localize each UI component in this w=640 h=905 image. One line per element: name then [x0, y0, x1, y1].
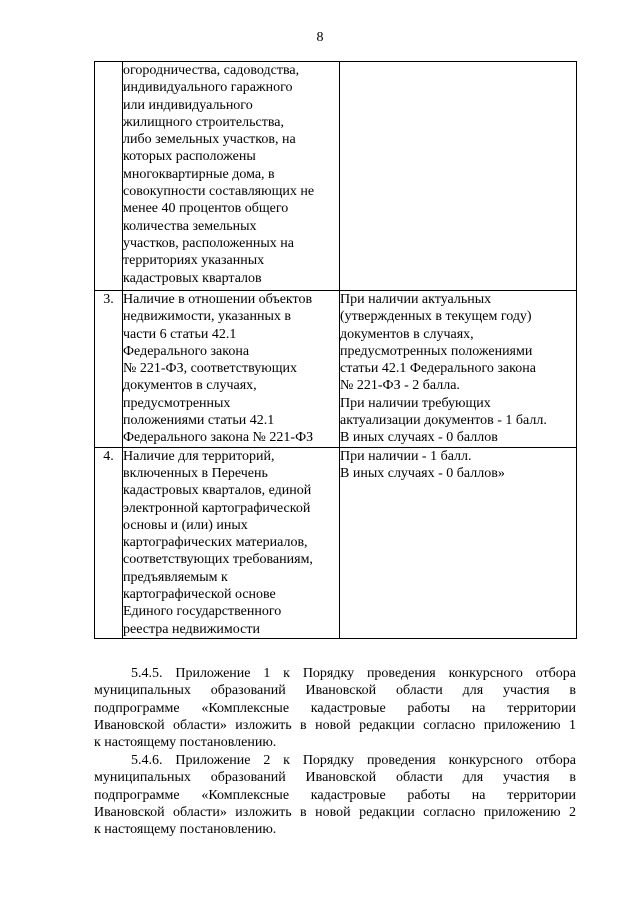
score-line: статьи 42.1 Федерального закона [340, 361, 536, 377]
criterion-line: кадастровых кварталов, единой [123, 483, 312, 499]
criterion-line: количества земельных [123, 218, 257, 234]
score-line: актуализации документов - 1 балл. [340, 413, 547, 429]
paragraph-line: муниципальных образований Ивановской области для участия в [94, 683, 576, 699]
paragraph-line: 5.4.6. Приложение 2 к Порядку проведения конкурсного отбора [131, 753, 576, 768]
criteria-table [94, 61, 577, 639]
criterion-line: картографической основе [123, 587, 276, 603]
score-line: При наличии актуальных [340, 292, 492, 307]
score-line: предусмотренных положениями [340, 343, 533, 359]
paragraph-line: к настоящему постановлению. [94, 735, 277, 751]
score-line: (утвержденных в текущем году) [340, 309, 532, 325]
score-line: документов в случаях, [340, 326, 474, 342]
score-cell [340, 62, 577, 291]
criterion-line: менее 40 процентов общего [123, 201, 289, 217]
criterion-line: территориях указанных [123, 253, 265, 269]
score-line: В иных случаях - 0 баллов» [340, 465, 505, 481]
criterion-line: Федерального закона № 221-ФЗ [123, 430, 314, 446]
paragraph-line: 5.4.5. Приложение 1 к Порядку проведения конкурсного отбора [131, 666, 576, 681]
score-line: При наличии требующих [340, 395, 491, 411]
row-number: 4. [95, 447, 123, 638]
criterion-line: недвижимости, указанных в [123, 309, 291, 325]
criteria-table-body [95, 62, 577, 639]
criterion-line: № 221-ФЗ, соответствующих [123, 361, 297, 377]
table-row [95, 62, 577, 291]
criterion-line: части 6 статьи 42.1 [123, 326, 237, 342]
criterion-line: соответствующих требованиям, [123, 552, 313, 568]
criterion-line: кадастровых кварталов [123, 270, 262, 286]
score-line: № 221-ФЗ - 2 балла. [340, 378, 460, 394]
criterion-cell [123, 447, 340, 638]
table-row [95, 447, 577, 638]
criterion-line: которых расположены [123, 149, 256, 165]
criterion-line: индивидуального гаражного [123, 80, 293, 96]
row-number: 3. [95, 291, 123, 448]
score-line: В иных случаях - 0 баллов [340, 430, 498, 446]
criterion-line: участков, расположенных на [123, 235, 294, 251]
score-cell [340, 291, 577, 448]
criterion-line: предъявляемым к [123, 569, 228, 585]
criterion-line: либо земельных участков, на [123, 132, 296, 148]
criterion-line: Наличие для территорий, [123, 448, 275, 464]
paragraph-line: Ивановской области» изложить в новой редакции согласно приложению 1 [94, 717, 576, 733]
criterion-line: Федерального закона [123, 343, 250, 359]
score-line: При наличии - 1 балл. [340, 448, 472, 464]
criterion-line: положениями статьи 42.1 [123, 413, 275, 429]
criterion-line: Единого государственного [123, 604, 282, 620]
criterion-line: включенных в Перечень [123, 465, 268, 481]
page-number: 8 [316, 30, 324, 45]
paragraph-5-4-6 [94, 752, 576, 838]
criterion-line: электронной картографической [123, 500, 311, 516]
criterion-line: предусмотренных [123, 395, 231, 411]
criterion-line: многоквартирные дома, в [123, 166, 275, 182]
criterion-line: Наличие в отношении объектов [123, 292, 313, 307]
paragraph-line: к настоящему постановлению. [94, 822, 277, 838]
criterion-line: жилищного строительства, [123, 114, 284, 130]
paragraph-5-4-5 [94, 665, 576, 751]
criterion-cell [123, 291, 340, 448]
paragraph-line: подпрограмме «Комплексные кадастровые работы на территории [94, 700, 576, 716]
score-cell [340, 447, 577, 638]
paragraph-line: муниципальных образований Ивановской области для участия в [94, 770, 576, 786]
criterion-line: или индивидуального [123, 97, 253, 113]
row-number [95, 62, 123, 291]
criterion-line: картографических материалов, [123, 535, 308, 551]
criterion-cell [123, 62, 340, 291]
table-row [95, 291, 577, 448]
criterion-line: совокупности составляющих не [123, 184, 315, 200]
paragraph-line: подпрограмме «Комплексные кадастровые работы на территории [94, 787, 576, 803]
criterion-line: реестра недвижимости [123, 621, 260, 637]
paragraph-line: Ивановской области» изложить в новой редакции согласно приложению 2 [94, 804, 576, 820]
criterion-line: документов в случаях, [123, 378, 257, 394]
criterion-line: основы и (или) иных [123, 517, 248, 533]
criterion-line: огородничества, садоводства, [123, 63, 300, 78]
